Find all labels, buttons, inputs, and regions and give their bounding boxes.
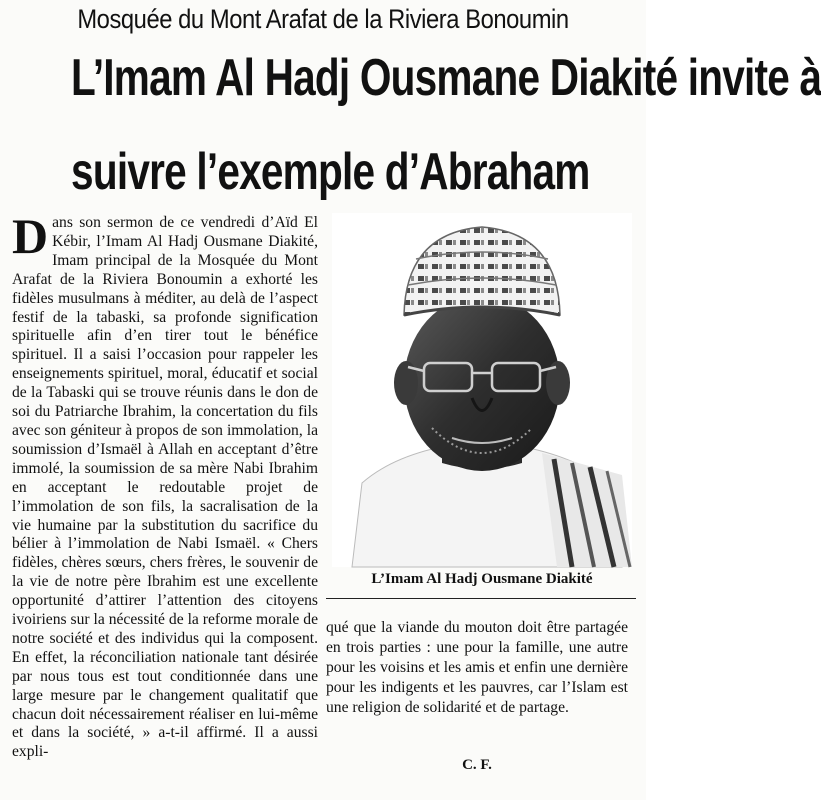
headline-line-1: L’Imam Al Hadj Ousmane Diakité invite à — [71, 49, 821, 107]
article-body-left-column — [12, 208, 318, 796]
author-signature: C. F. — [462, 757, 492, 773]
caption-divider — [326, 598, 636, 599]
drop-cap: D — [12, 208, 49, 264]
headline-line-2: suivre l’exemple d’Abraham — [71, 143, 590, 201]
article-kicker: Mosquée du Mont Arafat de la Riviera Bonoumin — [77, 4, 569, 34]
photo-caption: L’Imam Al Hadj Ousmane Diakité — [371, 571, 593, 587]
article-body-right-column: qué que la viande du mouton doit être partagée en trois parties : une pour la famille, une autre pour les voisins et les amis et enfin une dernière pour les indigents et les pauvres, car l’Islam est une religion de solidarité et de partage. — [326, 619, 628, 716]
article-body-left-text: ans son sermon de ce vendredi d’Aïd El Kébir, l’Imam Al Hadj Ousmane Diakité, Imam principal de la Mosquée du Mont Arafat de la Riviera Bonoumin a exhorté les fidèles musulmans à méditer, au delà de l’aspect festif de la tabaski, sa profonde signification spirituelle afin d’en tirer tout le bénéfice spirituel. Il a saisi l’occasion pour rappeler les enseignements spirituel, moral, éducatif et social de la Tabaski qui se trouve réunis dans le don de soi du Patriarche Ibrahim, la concertation du fils avec son géniteur à propos de son immolation, la soumission d’Ismaël à Allah en acceptant d’être immolé, la soumission de sa mère Nabi Ibrahim en acceptant le redoutable projet de l’immolation de son fils, la sacralisation de la vie humaine par la substitution du sacrifice du bélier à l’immolation de Nabi Ismaël. « Chers fidèles, chères sœurs, chers frères, le souvenir de la vie de notre père Ibrahim est une excellente opportunité d’attirer l’attention des citoyens ivoiriens sur la nécessité de la reforme morale de notre société et des individus qui la composent. En effet, la réconciliation nationale tant désirée par nous tous est tout conditionnée dans une large mesure par le changement qualitatif que chacun doit nécessairement réaliser en lui-même et dans la société, » a-t-il affirmé. Il a aussi expli- — [12, 214, 318, 761]
imam-portrait-photo — [332, 213, 632, 567]
